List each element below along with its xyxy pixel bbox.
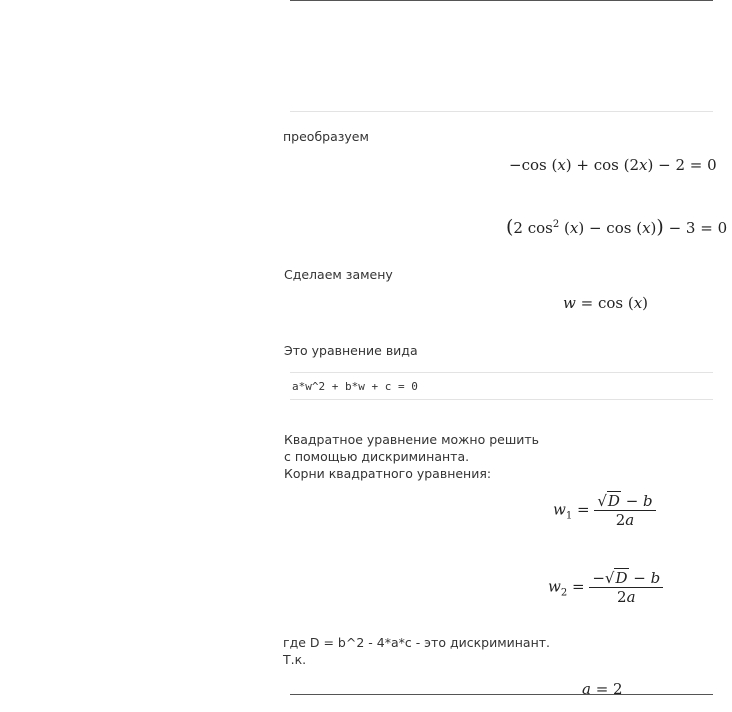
bottom-divider bbox=[290, 694, 713, 695]
substitute-label: Сделаем замену bbox=[284, 267, 393, 282]
quadratic-line-3: Корни квадратного уравнения: bbox=[284, 466, 492, 481]
discriminant-text: где D = b^2 - 4*a*c - это дискриминант. bbox=[283, 635, 551, 650]
a-value: a = 2 bbox=[582, 680, 623, 698]
substitution: w = cos (x) bbox=[563, 294, 649, 312]
section-divider bbox=[290, 111, 713, 112]
root-w2: $w_2$ = $\frac{-√D - b}{2a}$ bbox=[548, 569, 663, 606]
quadratic-line-2: с помощью дискриминанта. bbox=[284, 449, 470, 464]
equation-1: −cos (x) + cos (2x) − 2 = 0 bbox=[509, 156, 717, 174]
equation-type-label: Это уравнение вида bbox=[284, 343, 418, 358]
tk-label: Т.к. bbox=[283, 652, 307, 667]
equation-2: (2 $\cos^2 (x) - \cos (x)) - 3 = 0$ bbox=[506, 216, 728, 238]
general-form-code: a*w^2 + b*w + c = 0 bbox=[290, 372, 713, 400]
transform-label: преобразуем bbox=[283, 129, 369, 144]
quadratic-line-1: Квадратное уравнение можно решить bbox=[284, 432, 540, 447]
root-w1: $w_1$ = $\frac{√D - b}{2a}$ bbox=[553, 492, 656, 529]
top-divider bbox=[290, 0, 713, 1]
